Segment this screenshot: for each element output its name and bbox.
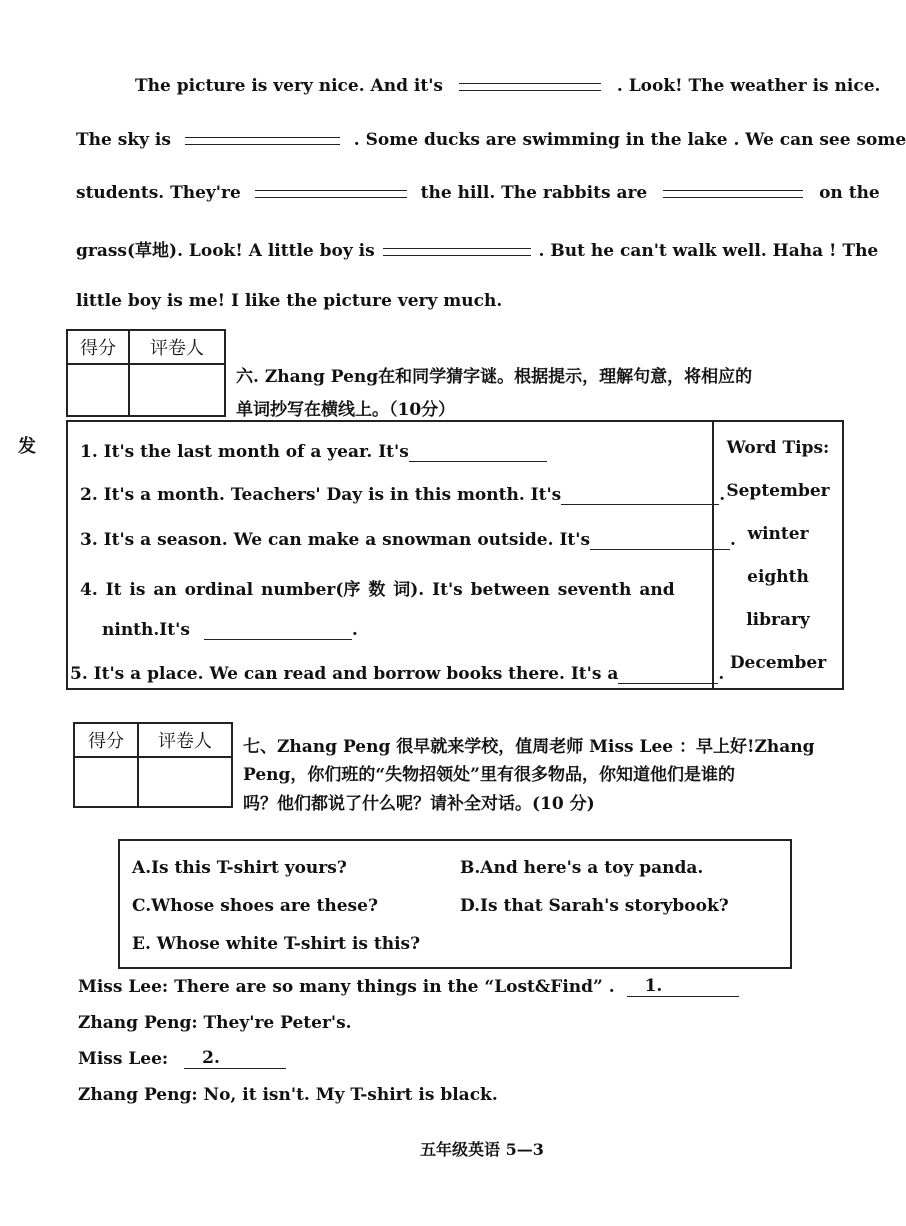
section-7-title-line-2: Peng，你们班的“失物招领处”里有很多物品，你知道他们是谁的 xyxy=(243,765,735,785)
riddle-4-cont: ninth.It's . xyxy=(102,620,358,640)
passage-line-5: little boy is me! I like the picture very much. xyxy=(76,291,503,311)
answer-blank[interactable] xyxy=(618,683,718,684)
dialogue-line-1: Miss Lee: There are so many things in the “Lost&Find” . 1. xyxy=(78,976,739,997)
answer-blank[interactable] xyxy=(409,461,547,462)
answer-blank[interactable]: 1. xyxy=(627,976,739,997)
word-tips xyxy=(714,438,842,696)
option-c: C.Whose shoes are these? xyxy=(132,896,378,916)
riddle-2: 2. It's a month. Teachers' Day is in this month. It's . xyxy=(80,485,726,505)
grader-label: 评卷人 xyxy=(129,330,225,364)
answer-blank[interactable] xyxy=(383,242,531,262)
section-7-title-line-1: 七、Zhang Peng 很早就来学校，值周老师 Miss Lee ：早上好!Zhang xyxy=(243,737,815,757)
margin-fragment: 发 xyxy=(18,436,36,457)
answer-blank[interactable] xyxy=(185,131,340,151)
score-label: 得分 xyxy=(67,330,129,364)
score-box-7 xyxy=(73,722,233,808)
dialogue-line-4: Zhang Peng: No, it isn't. My T-shirt is black. xyxy=(78,1085,498,1105)
option-e: E. Whose white T-shirt is this? xyxy=(132,934,421,954)
passage-line-3: students. They're the hill. The rabbits are on the xyxy=(76,183,880,203)
passage-line-1: The picture is very nice. And it's . Look! The weather is nice. xyxy=(135,76,881,96)
page-footer: 五年级英语 5—3 xyxy=(420,1140,544,1159)
tip-word: library xyxy=(746,610,810,630)
tip-word: eighth xyxy=(747,567,809,587)
riddle-4: 4. It is an ordinal number(序 数 词). It's between seventh and xyxy=(80,580,675,600)
answer-blank[interactable] xyxy=(459,77,601,97)
grader-cell[interactable] xyxy=(129,364,225,416)
tip-word: December xyxy=(729,653,827,673)
option-a: A.Is this T-shirt yours? xyxy=(132,858,347,878)
riddle-3: 3. It's a season. We can make a snowman outside. It's . xyxy=(80,530,736,550)
passage-line-4: grass(草地). Look! A little boy is . But he can't walk well. Haha ! The xyxy=(76,241,879,261)
riddle-1: 1. It's the last month of a year. It's xyxy=(80,442,547,462)
answer-blank[interactable] xyxy=(204,639,352,640)
riddle-5: 5. It's a place. We can read and borrow books there. It's a . xyxy=(70,664,725,684)
score-cell[interactable] xyxy=(67,364,129,416)
answer-blank[interactable] xyxy=(561,504,719,505)
dialogue-line-2: Zhang Peng: They're Peter's. xyxy=(78,1013,352,1033)
option-d: D.Is that Sarah's storybook? xyxy=(460,896,729,916)
passage-line-2: The sky is . Some ducks are swimming in the lake . We can see some xyxy=(76,130,906,150)
answer-blank[interactable] xyxy=(663,184,803,204)
answer-blank[interactable] xyxy=(255,184,407,204)
score-cell[interactable] xyxy=(74,757,138,807)
grader-cell[interactable] xyxy=(138,757,232,807)
dialogue-line-3: Miss Lee: 2. xyxy=(78,1048,286,1069)
section-6-title-line-1: 六. Zhang Peng在和同学猜字谜。根据提示，理解句意，将相应的 xyxy=(236,367,753,387)
riddle-table xyxy=(66,420,844,690)
tip-word: September xyxy=(726,481,830,501)
answer-blank[interactable] xyxy=(590,549,730,550)
score-label: 得分 xyxy=(74,723,138,757)
answer-blank[interactable]: 2. xyxy=(184,1048,286,1069)
tip-word: winter xyxy=(747,524,809,544)
section-6-title-line-2: 单词抄写在横线上。（10分） xyxy=(236,400,456,420)
options-box xyxy=(118,839,792,969)
score-box-6 xyxy=(66,329,226,417)
section-7-title-line-3: 吗？他们都说了什么呢？请补全对话。(10 分) xyxy=(243,794,595,814)
word-tips-title: Word Tips: xyxy=(726,438,830,458)
grader-label: 评卷人 xyxy=(138,723,232,757)
option-b: B.And here's a toy panda. xyxy=(460,858,704,878)
